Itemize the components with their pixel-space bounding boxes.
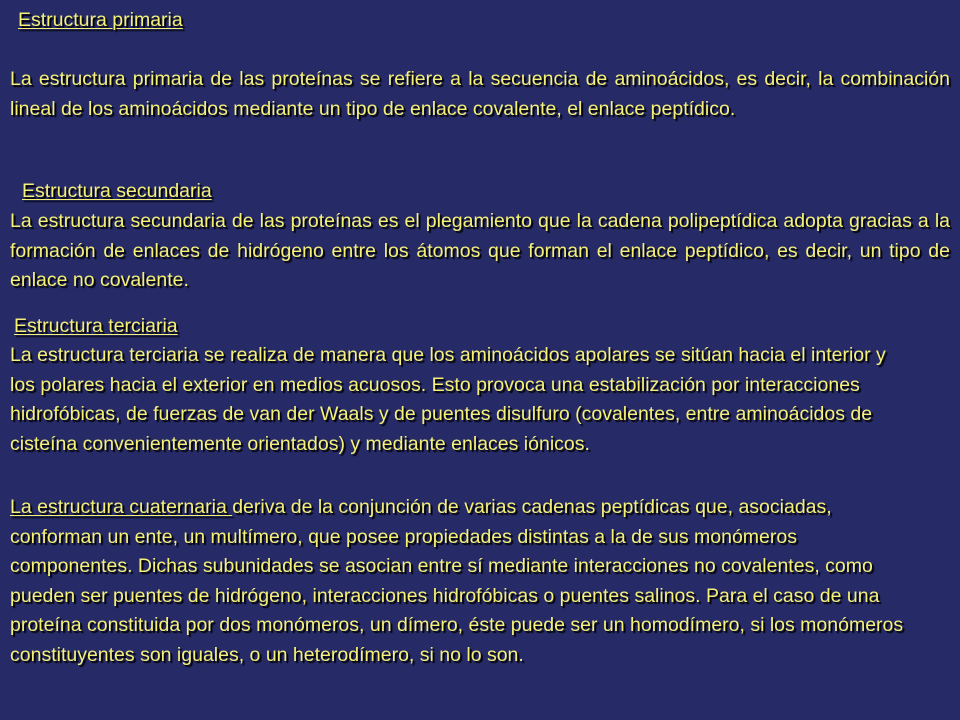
paragraph-estructura-cuaternaria bbox=[10, 493, 910, 670]
paragraph-estructura-primaria: La estructura primaria de las proteínas se refiere a la secuencia de aminoácidos, es decir, la combinación lineal de los aminoácidos mediante un tipo de enlace covalente, el enlace peptídico. bbox=[10, 68, 950, 120]
heading-estructura-primaria: Estructura primaria bbox=[18, 9, 183, 31]
heading-estructura-cuaternaria: La estructura cuaternaria bbox=[10, 496, 233, 518]
paragraph-estructura-secundaria: La estructura secundaria de las proteínas es el plegamiento que la cadena polipeptídica adopta gracias a la formación de enlaces de hidrógeno entre los átomos que forman el enlace peptídico, es decir, un tipo de enlace no covalente. bbox=[10, 210, 950, 291]
paragraph-estructura-terciaria: La estructura terciaria se realiza de manera que los aminoácidos apolares se sitúan hacia el interior y los polares hacia el exterior en medios acuosos. Esto provoca una estabilización por interacciones hidrofóbicas, de fuerzas de van der Waals y de puentes disulfuro (covalentes, entre aminoácidos de cisteína convenientemente orientados) y mediante enlaces iónicos. bbox=[10, 344, 886, 455]
heading-estructura-terciaria: Estructura terciaria bbox=[14, 315, 178, 337]
body-estructura-cuaternaria: deriva de la conjunción de varias cadenas peptídicas que, asociadas, conforman un ente, un multímero, que posee propiedades distintas a la de sus monómeros componentes. Dichas subunidades se asocian entre sí mediante interacciones no covalentes, como pueden ser puentes de hidrógeno, interacciones hidrofóbicas o puentes salinos. Para el caso de una proteína constituida por dos monómeros, un dímero, éste puede ser un homodímero, si los monómeros constituyentes son iguales, o un heterodímero, si no lo son. bbox=[10, 496, 904, 666]
heading-estructura-secundaria: Estructura secundaria bbox=[22, 180, 212, 202]
